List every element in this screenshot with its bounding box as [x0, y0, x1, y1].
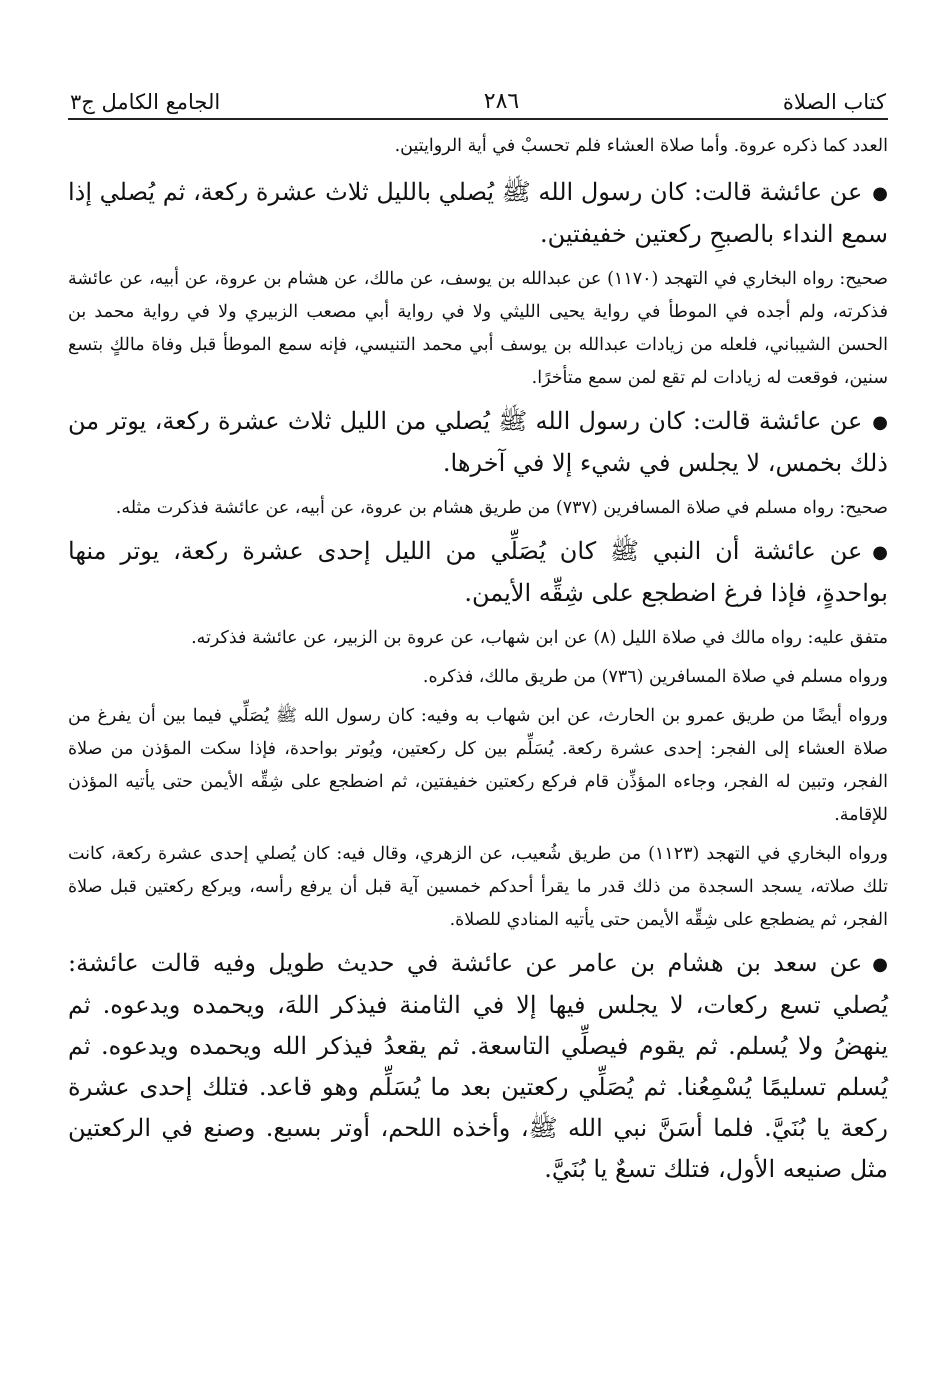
- book-title: الجامع الكامل ج٣: [70, 90, 221, 114]
- hadith-text: عن عائشة قالت: كان رسول الله ﷺ يُصلي من الليل ثلاث عشرة ركعة، يوتر من ذلك بخمس، لا يجلس في شيء إلا في آخرها.: [68, 407, 888, 477]
- bullet-icon: ●: [872, 183, 888, 204]
- bullet-icon: ●: [872, 954, 888, 975]
- page-number: ٢٨٦: [483, 89, 520, 114]
- bullet-icon: ●: [872, 412, 888, 433]
- book-page: [68, 70, 888, 1198]
- narration-note: ورواه أيضًا من طريق عمرو بن الحارث، عن ابن شهاب به وفيه: كان رسول الله ﷺ يُصَلِّي فيما بين أن يفرغ من صلاة العشاء إلى الفجر: إحدى عشرة ركعة. يُسَلِّم بين كل ركعتين، ويُوتر بواحدة، فإذا سكت المؤذن من صلاة الفجر، وتبين له الفجر، وجاءه المؤذِّن قام فركع ركعتين خفيفتين، ثم اضطجع على شِقِّه الأيمن حتى يأتيه المؤذن للإقامة.: [68, 706, 889, 825]
- page-header: [68, 70, 888, 120]
- continued-text: العدد كما ذكره عروة. وأما صلاة العشاء فلم تحسبْ في أية الروايتين.: [394, 136, 888, 156]
- hadith-text: عن سعد بن هشام بن عامر عن عائشة في حديث طويل وفيه قالت عائشة: يُصلي تسع ركعات، لا يجلس فيها إلا في الثامنة فيذكر اللهَ، ويحمده ويدعوه. ثم ينهضُ ولا يُسلم. ثم يقوم فيصلِّي التاسعة. ثم يقعدُ فيذكر الله ويحمده ويدعوه. ثم يُسلم تسليمًا يُسْمِعُنا. ثم يُصَلِّي ركعتين بعد ما يُسَلِّم وهو قاعد. فتلك إحدى عشرة ركعة يا بُنَيَّ. فلما أسَنَّ نبي الله ﷺ، وأخذه اللحم، أوتر بسبع. وصنع في الركعتين مثل صنيعه الأول، فتلك تسعٌ يا بُنَيَّ.: [68, 949, 888, 1183]
- grading-note: صحيح: رواه البخاري في التهجد (١١٧٠) عن عبدالله بن يوسف، عن مالك، عن هشام بن عروة، عن أبيه، عن عائشة فذكرته، ولم أجده في الموطأ في رواية يحيى الليثي ولا في رواية أبي مصعب الزبيري ولا في رواية محمد بن الحسن الشيباني، فلعله من زيادات عبدالله بن يوسف أبي محمد التنيسي، فإنه سمع الموطأ قبل وفاة مالكٍ بتسع سنين، فوقعت له زيادات لم تقع لمن سمع متأخرًا.: [68, 269, 888, 388]
- grading-note: متفق عليه: رواه مالك في صلاة الليل (٨) عن ابن شهاب، عن عروة بن الزبير، عن عائشة فذكرته.: [191, 628, 888, 648]
- hadith-paragraph: [68, 943, 888, 1190]
- grading-note: صحيح: رواه مسلم في صلاة المسافرين (٧٣٧) من طريق هشام بن عروة، عن أبيه، عن عائشة فذكرت مثله.: [115, 498, 888, 518]
- narration-note: ورواه مسلم في صلاة المسافرين (٧٣٦) من طريق مالك، فذكره.: [422, 667, 888, 687]
- hadith-paragraph: [68, 172, 888, 255]
- page-body: [68, 130, 888, 1190]
- hadith-paragraph: [68, 401, 888, 484]
- hadith-text: عن عائشة أن النبي ﷺ كان يُصَلِّي من الليل إحدى عشرة ركعة، يوتر منها بواحدةٍ، فإذا فرغ اضطجع على شِقِّه الأيمن.: [68, 537, 888, 607]
- hadith-paragraph: [68, 531, 888, 614]
- bullet-icon: ●: [872, 542, 888, 563]
- narration-note: ورواه البخاري في التهجد (١١٢٣) من طريق شُعيب، عن الزهري، وقال فيه: كان يُصلي إحدى عشرة ركعة، كانت تلك صلاته، يسجد السجدة من ذلك قدر ما يقرأ أحدكم خمسين آية قبل أن يرفع رأسه، ويركع ركعتين قبل صلاة الفجر، ثم يضطجع على شِقِّه الأيمن حتى يأتيه المنادي للصلاة.: [68, 844, 888, 930]
- chapter-title: كتاب الصلاة: [782, 90, 886, 114]
- hadith-text: عن عائشة قالت: كان رسول الله ﷺ يُصلي بالليل ثلاث عشرة ركعة، ثم يُصلي إذا سمع النداء بالصبحِ ركعتين خفيفتين.: [68, 178, 888, 248]
